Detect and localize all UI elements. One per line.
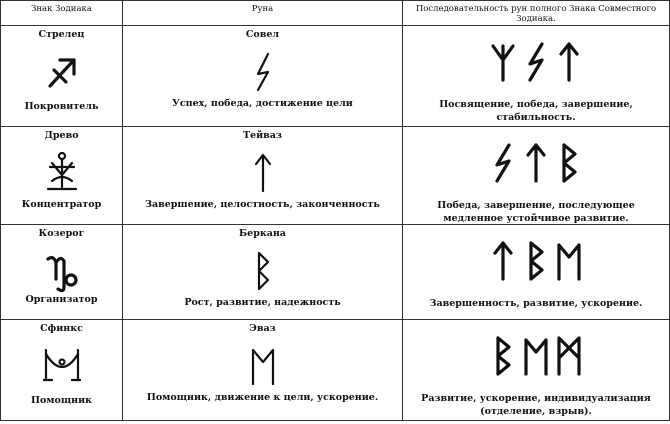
zodiac-role: Концентратор: [21, 199, 102, 210]
sequence-meaning: Победа, завершение, последующее медленное устойчивое развитие.: [437, 200, 635, 224]
header-row: [1, 1, 670, 26]
table-row: [1, 127, 670, 225]
sowilo-rune-icon: [522, 40, 550, 84]
table-row: [1, 26, 670, 127]
zodiac-cell: [1, 320, 123, 421]
rune-cell: [123, 127, 403, 225]
rune-name: Эваз: [249, 323, 276, 334]
tiwaz-rune-icon: [248, 151, 278, 195]
rune-meaning: Рост, развитие, надежность: [184, 297, 341, 308]
zodiac-name: Древо: [44, 130, 79, 141]
sagittarius-icon: [40, 50, 84, 94]
rune-cell: [123, 26, 403, 127]
zodiac-cell: [1, 225, 123, 320]
sequence-meaning: Развитие, ускорение, индивидуализация (отделение, взрыв).: [421, 393, 651, 417]
tiwaz-rune-icon: [555, 40, 583, 84]
rune-cell: [123, 225, 403, 320]
table-row: [1, 225, 670, 320]
header-sequence: Последовательность рун полного Знака Совместного Зодиака.: [403, 1, 670, 26]
rune-cell: [123, 320, 403, 421]
ehwaz-rune-icon: [555, 239, 583, 283]
zodiac-role: Организатор: [25, 294, 98, 305]
berkana-rune-icon: [522, 239, 550, 283]
sequence-cell: [403, 320, 670, 421]
sowilo-rune-icon: [489, 141, 517, 185]
sequence-meaning: Посвящение, победа, завершение, стабильность.: [439, 99, 633, 123]
zodiac-name: Стрелец: [38, 29, 85, 40]
ehwaz-rune-icon: [248, 344, 278, 388]
sequence-meaning: Завершенность, развитие, ускорение.: [429, 298, 643, 309]
berkana-rune-icon: [555, 141, 583, 185]
rune-name: Беркана: [239, 228, 286, 239]
sowilo-rune-icon: [248, 50, 278, 94]
capricorn-icon: [40, 249, 84, 293]
rune-name: Совел: [245, 29, 280, 40]
table-row: [1, 320, 670, 421]
ehwaz-rune-icon: [522, 334, 550, 378]
header-rune: Руна: [123, 1, 403, 26]
mannaz-rune-icon: [555, 334, 583, 378]
sequence-cell: [403, 225, 670, 320]
sequence-cell: [403, 127, 670, 225]
tiwaz-rune-icon: [489, 239, 517, 283]
tiwaz-rune-icon: [522, 141, 550, 185]
berkana-rune-icon: [489, 334, 517, 378]
rune-name: Тейваз: [243, 130, 282, 141]
zodiac-name: Козерог: [38, 228, 85, 239]
zodiac-role: Покровитель: [24, 101, 99, 112]
tree-icon: [40, 151, 84, 195]
zodiac-role: Помощник: [30, 395, 93, 406]
rune-meaning: Завершение, целостность, законченность: [145, 199, 380, 210]
rune-meaning: Успех, победа, достижение цели: [172, 98, 353, 109]
zodiac-name: Сфинкс: [40, 323, 83, 334]
berkana-rune-icon: [248, 249, 278, 293]
zodiac-cell: [1, 26, 123, 127]
sequence-cell: [403, 26, 670, 127]
algiz-rune-icon: [489, 40, 517, 84]
sphinx-icon: [40, 344, 84, 388]
rune-meaning: Помощник, движение к цели, ускорение.: [146, 392, 379, 403]
zodiac-cell: [1, 127, 123, 225]
header-zodiac: Знак Зодиака: [1, 1, 123, 26]
